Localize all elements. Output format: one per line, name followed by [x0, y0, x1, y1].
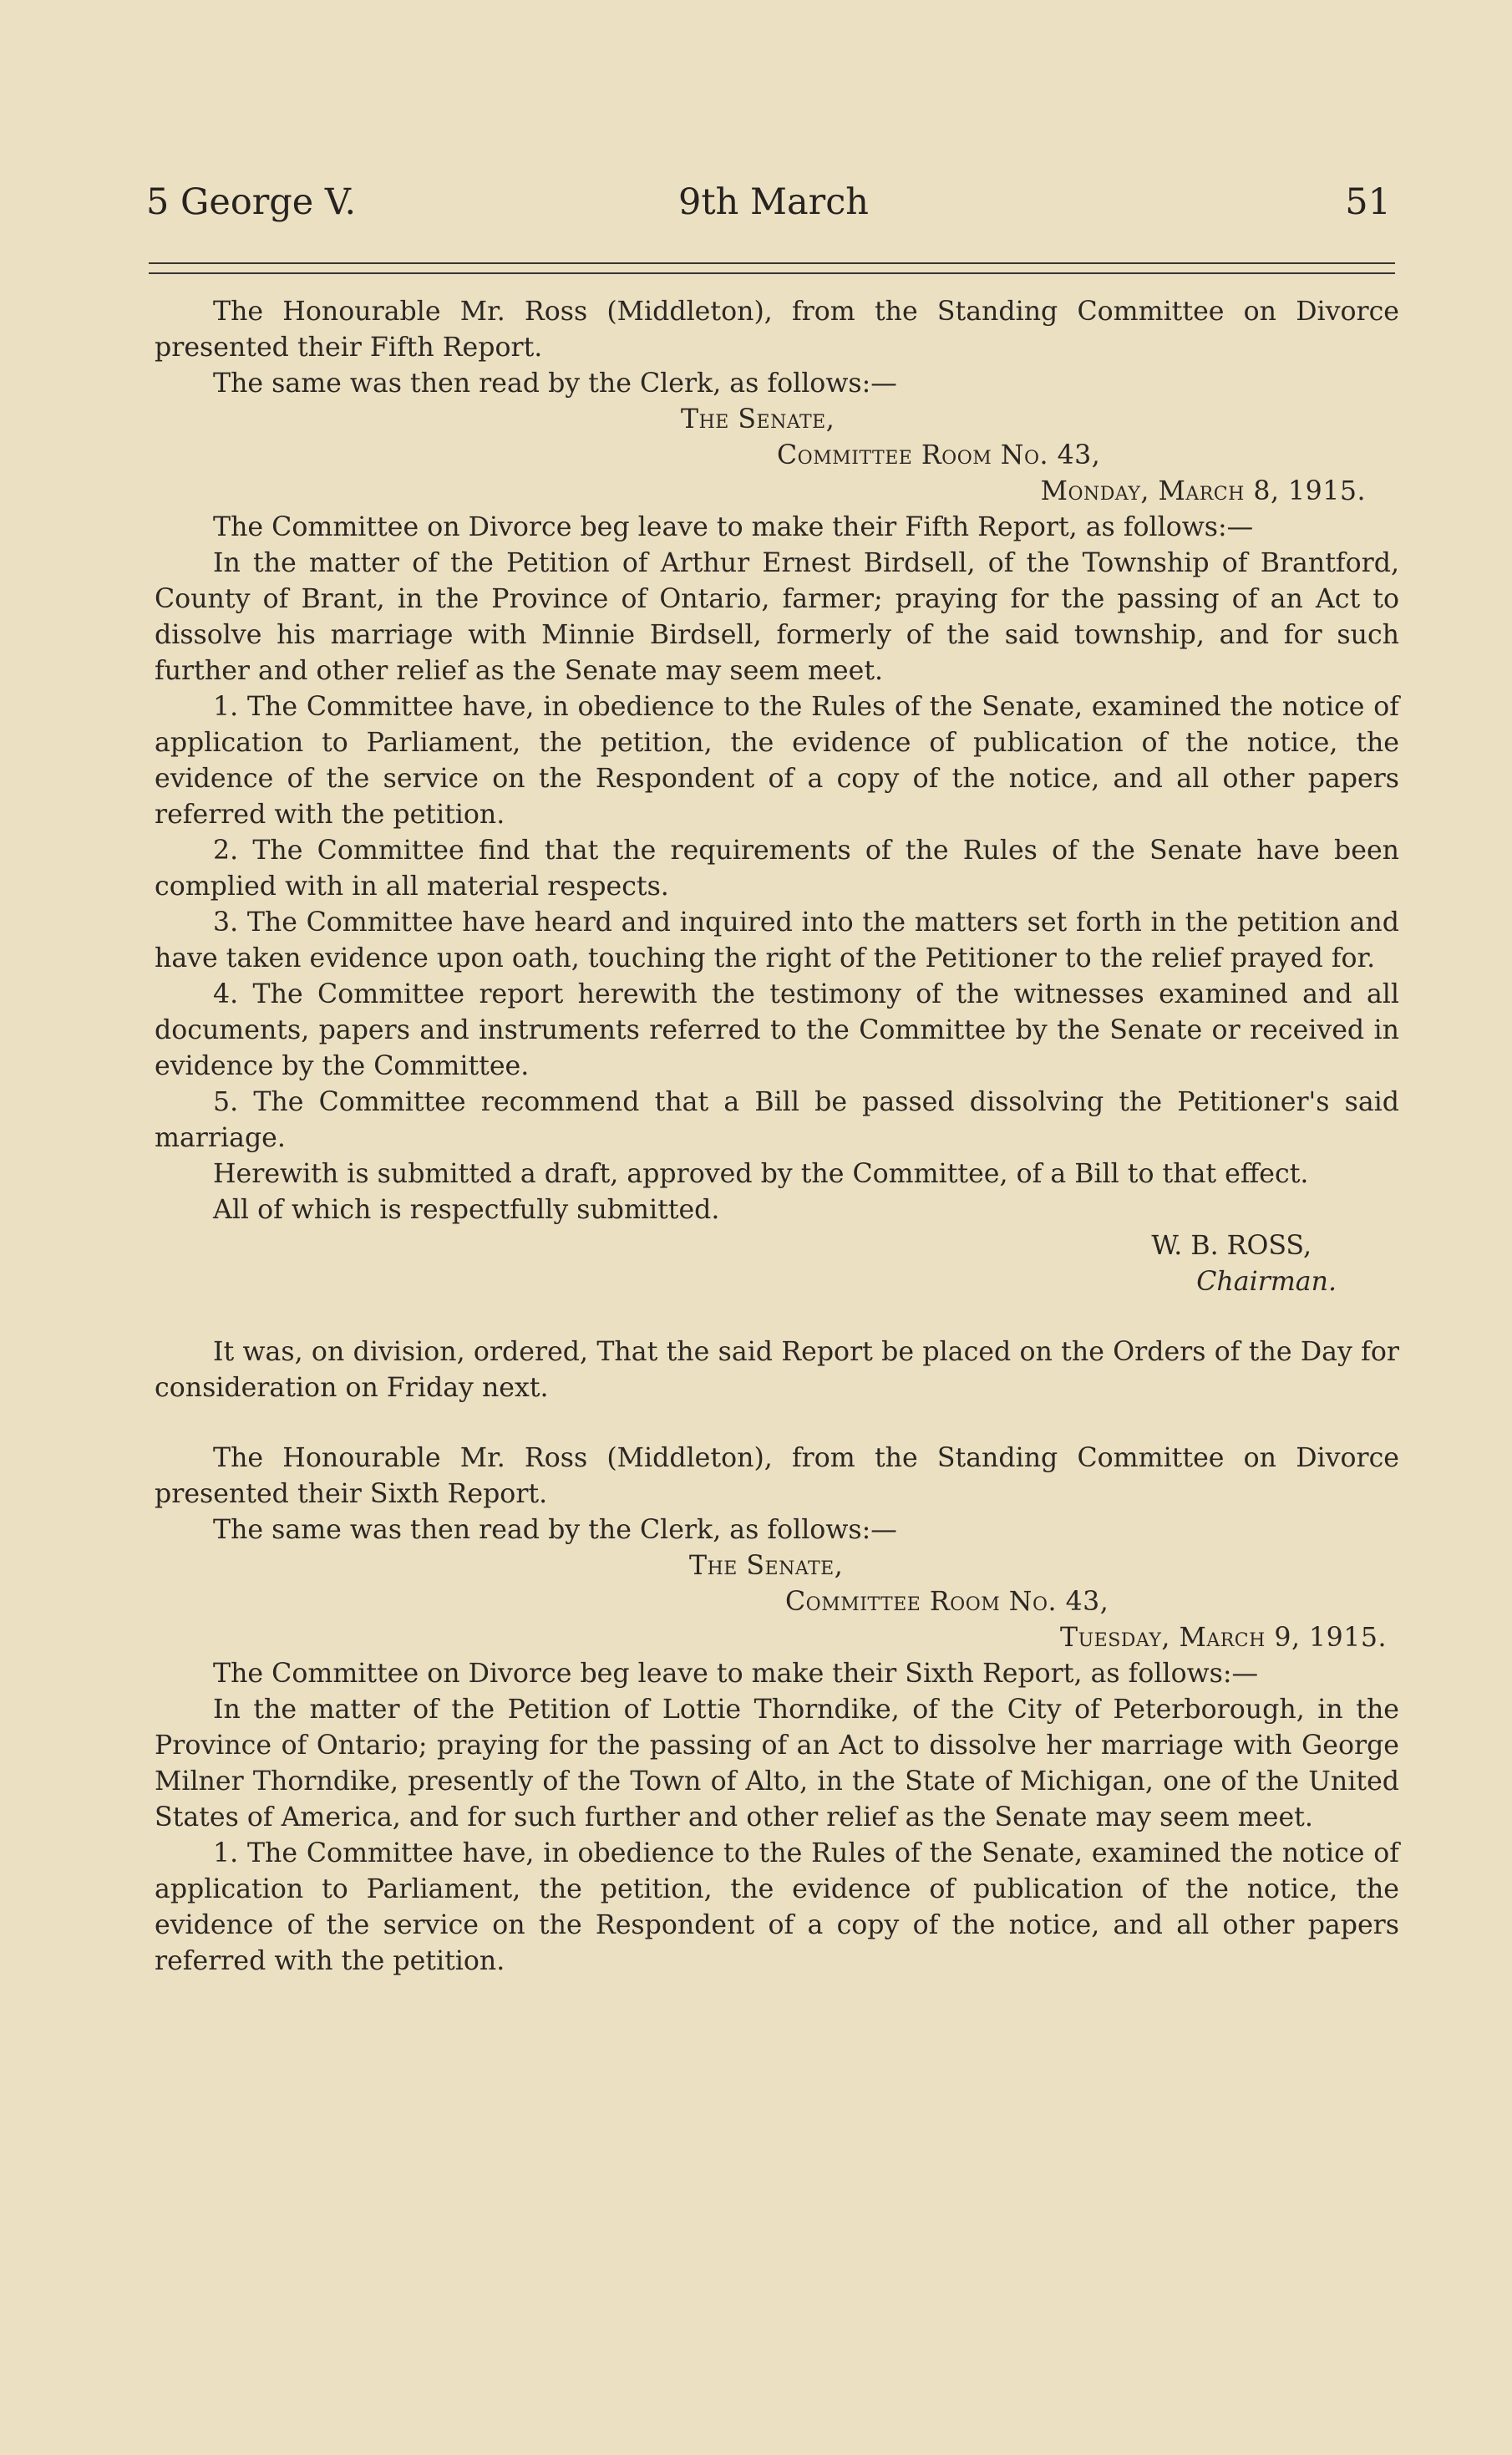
report-paragraph: In the matter of the Petition of Lottie Thorndike, of the City of Peterborough, in the Province of Ontario; praying for the passing of an Act to dissolve her marriage with George Milner Thorndike, presently of the Town of Alto, in the State of Michigan, one of the United States of America, and for such further and other relief as the Senate may seem meet. [155, 1695, 1399, 1832]
signature-title: Chairman. [1196, 1267, 1337, 1297]
spacer [155, 1406, 1399, 1441]
report-paragraph: In the matter of the Petition of Arthur Ernest Birdsell, of the Township of Brantford, County of Brant, in the Province of Ontario, farmer; praying for the passing of an Act to dissolve his marriage with Minnie Birdsell, formerly of the said township, and for such further and other relief as the Senate may seem meet. [155, 548, 1399, 686]
report-heading-room: Committee Room No. 43, [785, 1587, 1109, 1617]
report-paragraph: 3. The Committee have heard and inquired into the matters set forth in the petition and have taken evidence upon oath, touching the right of the Petitioner to the relief prayed for. [155, 907, 1399, 973]
header-rule-bottom [149, 272, 1395, 274]
report-heading-senate: The Senate, [681, 404, 835, 435]
report-paragraph: All of which is respectfully submitted. [213, 1195, 720, 1225]
report-heading-date: Monday, March 8, 1915. [1040, 476, 1366, 506]
page-body [155, 294, 1399, 1980]
report-paragraph: 1. The Committee have, in obedience to the Rules of the Senate, examined the notice of application to Parliament, the petition, the evidence of publication of the notice, the evidence of the service on the Respondent of a copy of the notice, and all other papers referred with the petition. [155, 1838, 1399, 1976]
signature: W. B. ROSS, [1151, 1231, 1312, 1261]
report-read-line: The same was then read by the Clerk, as follows:— [213, 1515, 897, 1545]
report-paragraph: 1. The Committee have, in obedience to the Rules of the Senate, examined the notice of application to Parliament, the petition, the evidence of publication of the notice, the evidence of the service on the Respondent of a copy of the notice, and all other papers referred with the petition. [155, 692, 1399, 830]
order-paragraph: It was, on division, ordered, That the said Report be placed on the Orders of the Day for consideration on Friday next. [155, 1337, 1399, 1403]
report-paragraph: The Committee on Divorce beg leave to make their Fifth Report, as follows:— [213, 512, 1254, 542]
running-head [146, 177, 1391, 227]
report-intro: The Honourable Mr. Ross (Middleton), from the Standing Committee on Divorce presented their Fifth Report. [155, 297, 1399, 363]
report-read-line: The same was then read by the Clerk, as follows:— [213, 369, 897, 399]
date-label: 9th March [678, 181, 869, 223]
sixth-report-section [155, 1441, 1399, 1980]
report-paragraph: 4. The Committee report herewith the testimony of the witnesses examined and all documents, papers and instruments referred to the Committee by the Senate or received in evidence by the Committee. [155, 979, 1399, 1081]
report-heading-senate: The Senate, [689, 1551, 844, 1581]
report-paragraph: Herewith is submitted a draft, approved by the Committee, of a Bill to that effect. [213, 1159, 1309, 1189]
report-paragraph: 5. The Committee recommend that a Bill be passed dissolving the Petitioner's said marriage. [155, 1087, 1399, 1153]
spacer [155, 1300, 1399, 1334]
report-heading-room: Committee Room No. 43, [777, 440, 1101, 470]
session-label: 5 George V. [146, 181, 357, 223]
report-paragraph: The Committee on Divorce beg leave to make their Sixth Report, as follows:— [213, 1659, 1259, 1689]
report-heading-date: Tuesday, March 9, 1915. [1060, 1623, 1387, 1653]
page-number: 51 [1345, 181, 1391, 223]
header-rule-top [149, 262, 1395, 264]
report-paragraph: 2. The Committee find that the requirements of the Rules of the Senate have been complied with in all material respects. [155, 836, 1399, 902]
report-intro: The Honourable Mr. Ross (Middleton), from the Standing Committee on Divorce presented their Sixth Report. [155, 1443, 1399, 1509]
fifth-report-section [155, 294, 1399, 1406]
